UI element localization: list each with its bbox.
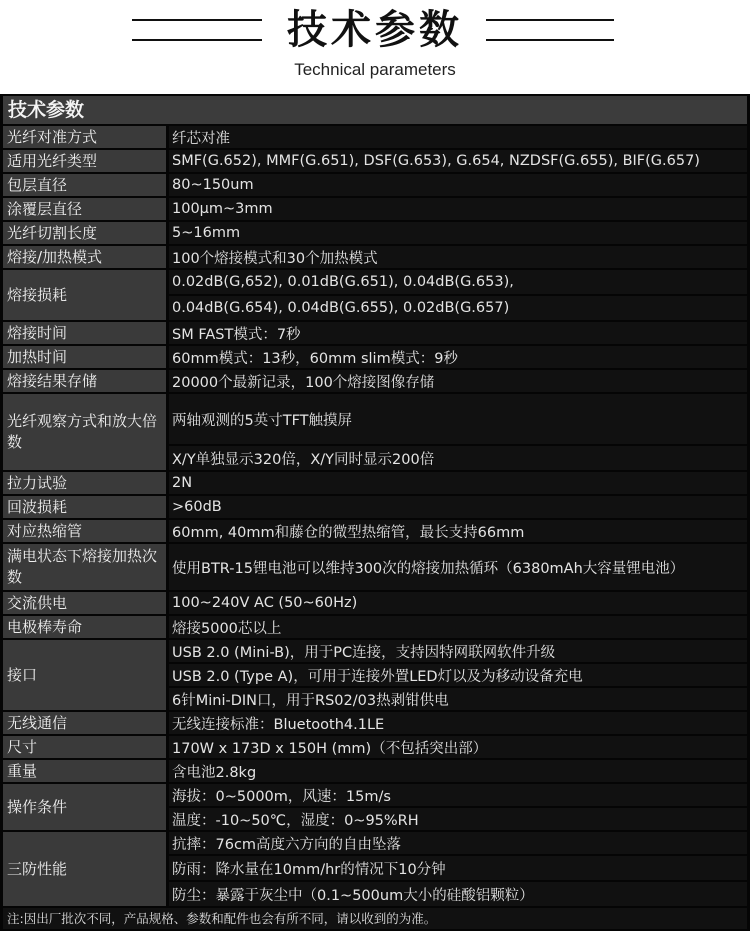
spec-row bbox=[3, 246, 747, 268]
spec-label: 无线通信 bbox=[3, 712, 166, 734]
spec-value-cell bbox=[169, 322, 747, 344]
spec-label: 三防性能 bbox=[3, 832, 166, 906]
spec-label: 光纤对准方式 bbox=[3, 126, 166, 148]
spec-label: 光纤切割长度 bbox=[3, 222, 166, 244]
footnote: 注:因出厂批次不同，产品规格、参数和配件也会有所不同，请以收到的为准。 bbox=[3, 908, 747, 929]
spec-label: 光纤观察方式和放大倍数 bbox=[3, 394, 166, 470]
spec-table bbox=[0, 94, 750, 931]
spec-row bbox=[3, 616, 747, 638]
spec-row bbox=[3, 126, 747, 148]
spec-value: SMF(G.652), MMF(G.651), DSF(G.653), G.654, NZDSF(G.655), BIF(G.657) bbox=[169, 150, 747, 172]
spec-label: 涂覆层直径 bbox=[3, 198, 166, 220]
spec-value-cell bbox=[169, 370, 747, 392]
spec-value: 100μm~3mm bbox=[169, 198, 747, 220]
spec-value-cell bbox=[169, 544, 747, 590]
spec-value: 100个熔接模式和30个加热模式 bbox=[169, 246, 747, 268]
spec-row bbox=[3, 832, 747, 906]
spec-label: 操作条件 bbox=[3, 784, 166, 830]
spec-value: 含电池2.8kg bbox=[169, 760, 747, 782]
page-subtitle: Technical parameters bbox=[294, 60, 456, 79]
spec-value: 抗摔：76cm高度六方向的自由坠落 bbox=[169, 832, 747, 854]
spec-value: 无线连接标准：Bluetooth4.1LE bbox=[169, 712, 747, 734]
spec-value: 6针Mini-DIN口，用于RS02/03热剥钳供电 bbox=[169, 688, 747, 710]
spec-value-cell bbox=[169, 760, 747, 782]
spec-label: 加热时间 bbox=[3, 346, 166, 368]
spec-value-cell bbox=[169, 126, 747, 148]
spec-value: 海拔：0~5000m，风速：15m/s bbox=[169, 784, 747, 806]
spec-row bbox=[3, 346, 747, 368]
spec-value-cell bbox=[169, 246, 747, 268]
spec-row bbox=[3, 520, 747, 542]
spec-value-cell bbox=[169, 640, 747, 710]
spec-label: 尺寸 bbox=[3, 736, 166, 758]
spec-value: USB 2.0 (Type A)，可用于连接外置LED灯以及为移动设备充电 bbox=[169, 664, 747, 686]
spec-value-cell bbox=[169, 616, 747, 638]
spec-value-cell bbox=[169, 520, 747, 542]
spec-value: 60mm模式：13秒，60mm slim模式：9秒 bbox=[169, 346, 747, 368]
spec-value: 防雨：降水量在10mm/hr的情况下10分钟 bbox=[169, 856, 747, 880]
spec-value: SM FAST模式：7秒 bbox=[169, 322, 747, 344]
spec-value-cell bbox=[169, 784, 747, 830]
spec-value: >60dB bbox=[169, 496, 747, 518]
spec-row bbox=[3, 174, 747, 196]
spec-label: 熔接损耗 bbox=[3, 270, 166, 320]
spec-label: 回波损耗 bbox=[3, 496, 166, 518]
spec-value: 20000个最新记录，100个熔接图像存储 bbox=[169, 370, 747, 392]
spec-label: 对应热缩管 bbox=[3, 520, 166, 542]
spec-value: USB 2.0 (Mini-B)，用于PC连接，支持因特网联网软件升级 bbox=[169, 640, 747, 662]
spec-label: 满电状态下熔接加热次数 bbox=[3, 544, 166, 590]
spec-row bbox=[3, 150, 747, 172]
spec-table-heading: 技术参数 bbox=[3, 96, 747, 124]
spec-value-cell bbox=[169, 198, 747, 220]
spec-row bbox=[3, 592, 747, 614]
spec-label: 熔接时间 bbox=[3, 322, 166, 344]
spec-label: 拉力试验 bbox=[3, 472, 166, 494]
spec-value: 0.02dB(G,652), 0.01dB(G.651), 0.04dB(G.653), bbox=[169, 270, 747, 294]
spec-value-cell bbox=[169, 472, 747, 494]
spec-value: 0.04dB(G.654), 0.04dB(G.655), 0.02dB(G.657) bbox=[169, 296, 747, 320]
spec-row bbox=[3, 270, 747, 320]
spec-label: 重量 bbox=[3, 760, 166, 782]
spec-label: 包层直径 bbox=[3, 174, 166, 196]
spec-value: 两轴观测的5英寸TFT触摸屏 bbox=[169, 394, 747, 444]
spec-row bbox=[3, 222, 747, 244]
spec-value: 2N bbox=[169, 472, 747, 494]
spec-value: 熔接5000芯以上 bbox=[169, 616, 747, 638]
spec-value: 5~16mm bbox=[169, 222, 747, 244]
spec-label: 接口 bbox=[3, 640, 166, 710]
spec-row bbox=[3, 544, 747, 590]
spec-value: 170W x 173D x 150H (mm)（不包括突出部） bbox=[169, 736, 747, 758]
spec-label: 电极棒寿命 bbox=[3, 616, 166, 638]
spec-value-cell bbox=[169, 712, 747, 734]
spec-value: 100~240V AC (50~60Hz) bbox=[169, 592, 747, 614]
page-header bbox=[0, 0, 750, 92]
spec-value: 防尘：暴露于灰尘中（0.1~500um大小的硅酸铝颗粒） bbox=[169, 882, 747, 906]
spec-row bbox=[3, 496, 747, 518]
spec-value-cell bbox=[169, 222, 747, 244]
spec-value: 使用BTR-15锂电池可以维持300次的熔接加热循环（6380mAh大容量锂电池） bbox=[169, 544, 747, 590]
spec-row bbox=[3, 760, 747, 782]
spec-value-cell bbox=[169, 736, 747, 758]
spec-value-cell bbox=[169, 592, 747, 614]
spec-value-cell bbox=[169, 394, 747, 470]
spec-value-cell bbox=[169, 150, 747, 172]
spec-value-cell bbox=[169, 346, 747, 368]
spec-row bbox=[3, 322, 747, 344]
spec-row bbox=[3, 394, 747, 470]
spec-value-cell bbox=[169, 270, 747, 320]
page-title: 技术参数 bbox=[287, 7, 463, 53]
spec-value: 80~150um bbox=[169, 174, 747, 196]
spec-row bbox=[3, 370, 747, 392]
spec-value-cell bbox=[169, 174, 747, 196]
spec-value: 60mm, 40mm和藤仓的微型热缩管，最长支持66mm bbox=[169, 520, 747, 542]
spec-row bbox=[3, 198, 747, 220]
spec-value: 温度：-10~50℃，湿度：0~95%RH bbox=[169, 808, 747, 830]
spec-label: 熔接/加热模式 bbox=[3, 246, 166, 268]
spec-row bbox=[3, 736, 747, 758]
spec-value-cell bbox=[169, 832, 747, 906]
spec-row bbox=[3, 712, 747, 734]
spec-row bbox=[3, 784, 747, 830]
spec-value: 纤芯对准 bbox=[169, 126, 747, 148]
spec-label: 交流供电 bbox=[3, 592, 166, 614]
spec-row bbox=[3, 472, 747, 494]
spec-label: 熔接结果存储 bbox=[3, 370, 166, 392]
spec-label: 适用光纤类型 bbox=[3, 150, 166, 172]
spec-value: X/Y单独显示320倍，X/Y同时显示200倍 bbox=[169, 446, 747, 470]
spec-value-cell bbox=[169, 496, 747, 518]
spec-row bbox=[3, 640, 747, 710]
